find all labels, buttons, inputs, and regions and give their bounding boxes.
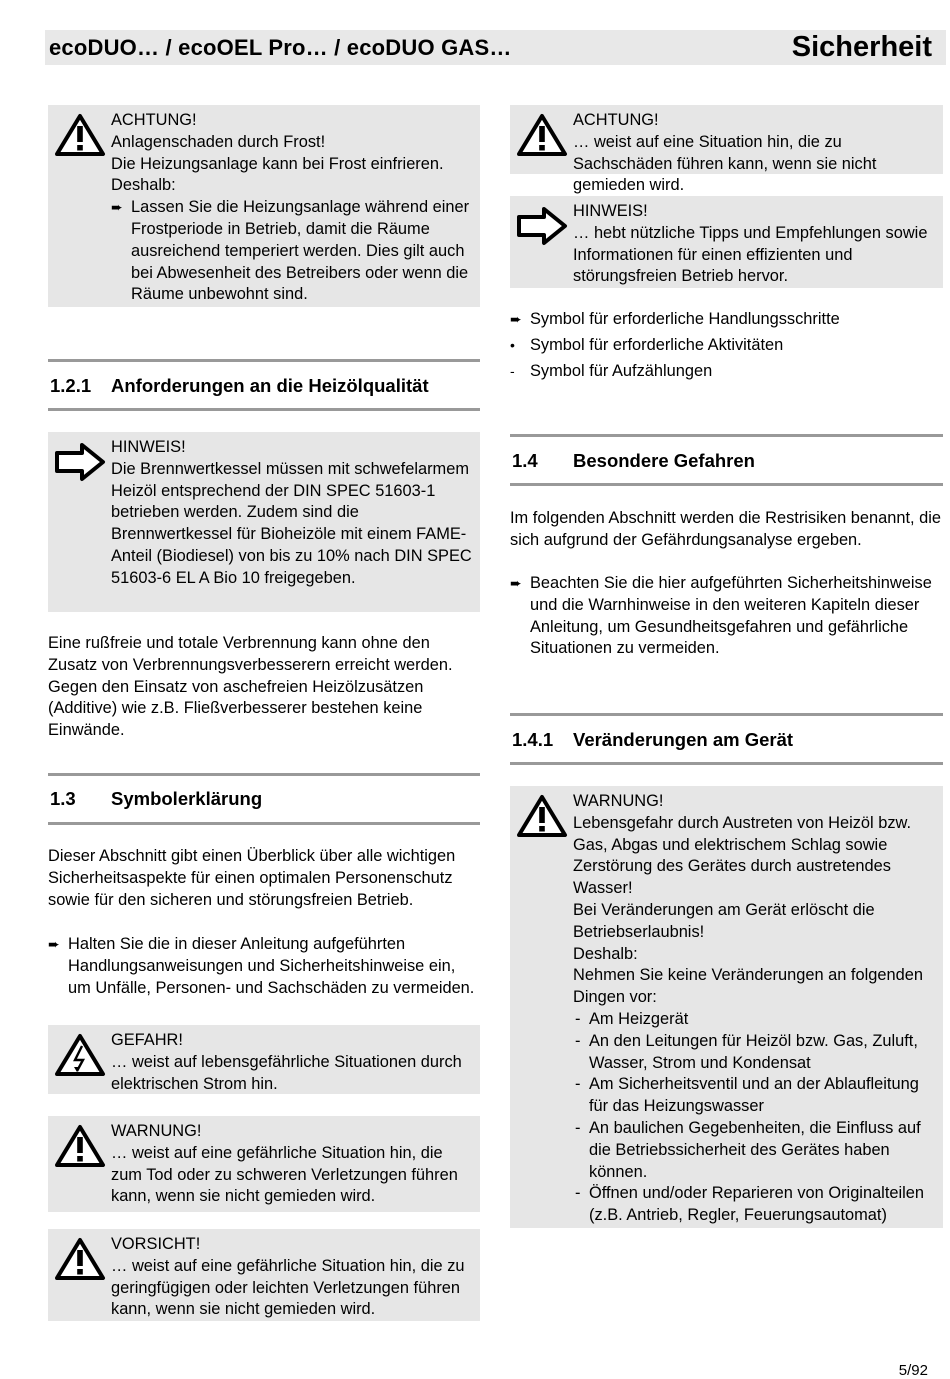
dash-icon: - [575, 1031, 581, 1050]
box-type-label: GEFAHR! [111, 1031, 183, 1049]
symbol-list [510, 306, 943, 384]
hazards-paragraph [510, 508, 943, 552]
box-body: … hebt nützliche Tipps und Empfehlungen sowie Informationen für einen effizienten und störungsfreien Betrieb hervor. [573, 223, 928, 286]
list-item-text: Öffnen und/oder Reparieren von Originalteilen (z.B. Antrieb, Regler, Feuerungsautomat) [589, 1184, 925, 1225]
list-item [573, 1031, 937, 1075]
list-item-text: Am Sicherheitsventil und an der Ablaufleitung für das Heizungswasser [589, 1075, 919, 1116]
section-number: 1.4 [512, 450, 538, 471]
box-line: Lebensgefahr durch Austreten von Heizöl bzw. Gas, Abgas und elektrischem Schlag sowie Zerstörung des Gerätes durch austretendes Wasser! [573, 813, 912, 898]
list-item-text: Am Heizgerät [589, 1009, 689, 1028]
step-text: Beachten Sie die hier aufgeführten Sicherheitshinweise und die Warnhinweise in den weiteren Kapiteln dieser Anleitung, um Gesundheitsgefahren und gefährliche Situationen zu vermeiden. [530, 574, 932, 658]
section-number: 1.4.1 [512, 729, 554, 750]
list-item-text: Symbol für Aufzählungen [530, 362, 713, 380]
list-item [573, 1118, 937, 1183]
step-arrow-icon: ➨ [510, 311, 522, 327]
section-heading-1-4-1 [510, 713, 943, 765]
box-type-label: ACHTUNG! [111, 111, 197, 129]
box-line: Die Heizungsanlage kann bei Frost einfrieren. [111, 154, 444, 173]
dash-icon: - [510, 363, 515, 379]
paragraph-text: Dieser Abschnitt gibt einen Überblick über alle wichtigen Sicherheitsaspekte für einen optimalen Personenschutz sowie für den sicheren und störungsfreien Betrieb. [48, 847, 456, 909]
changes-warning-box [510, 786, 943, 1228]
bullet-icon: • [510, 337, 515, 353]
list-item [573, 1074, 937, 1118]
dash-icon: - [575, 1009, 581, 1028]
section-title: Veränderungen am Gerät [573, 729, 794, 750]
box-type-label: VORSICHT! [111, 1235, 201, 1253]
frost-warning-box [48, 105, 480, 307]
list-item [573, 1183, 937, 1227]
list-item [510, 358, 943, 384]
symbol-step [48, 934, 480, 999]
warning-text [111, 1121, 474, 1208]
list-item [573, 1009, 937, 1031]
box-line: Nehmen Sie keine Veränderungen an folgenden Dingen vor: [573, 966, 923, 1007]
section-heading-1-3 [48, 773, 480, 825]
step-text: Halten Sie die in dieser Anleitung aufgeführten Handlungsanweisungen und Sicherheitshinweise ein, um Unfälle, Personen- und Sachschäden zu vermeiden. [68, 935, 475, 997]
oil-hint-box [48, 432, 480, 612]
box-body: … weist auf eine gefährliche Situation hin, die zu geringfügigen oder leichten Verletzungen führen kann, wenn sie nicht gemieden wird. [111, 1256, 465, 1319]
chapter-title: Sicherheit [791, 31, 932, 63]
dash-icon: - [575, 1075, 581, 1094]
section-heading-1-2-1 [48, 359, 480, 411]
box-type-label: HINWEIS! [111, 438, 186, 456]
warning-triangle-icon [54, 1124, 106, 1173]
hint-arrow-icon [516, 206, 568, 251]
attention-box [510, 105, 943, 195]
paragraph-text: Eine rußfreie und totale Verbrennung kann ohne den Zusatz von Verbrennungsverbesserern erreicht werden. Gegen den Einsatz von aschefreien Heizölzusätzen (Additive) wie z.B. Fließverbesserer bestehen keine Einwände. [48, 634, 453, 740]
changes-warning-text [573, 791, 937, 1227]
warning-triangle-icon [516, 113, 568, 162]
step-arrow-icon: ➨ [510, 575, 522, 591]
oil-hint-text [111, 437, 474, 590]
warning-triangle-icon [54, 1237, 106, 1286]
list-item-text: Symbol für erforderliche Aktivitäten [530, 336, 784, 354]
danger-box [48, 1025, 480, 1094]
box-type-label: HINWEIS! [573, 202, 648, 220]
section-title: Anforderungen an die Heizölqualität [111, 375, 429, 396]
document-title: ecoDUO… / ecoOEL Pro… / ecoDUO GAS… [49, 35, 512, 60]
section-number: 1.3 [50, 788, 76, 809]
attention-text [573, 110, 937, 197]
dash-icon: - [575, 1118, 581, 1137]
list-item [510, 332, 943, 358]
list-item-text: An den Leitungen für Heizöl bzw. Gas, Zuluft, Wasser, Strom und Kondensat [589, 1031, 918, 1072]
box-type-label: WARNUNG! [111, 1122, 202, 1140]
oil-paragraph [48, 633, 480, 742]
list-item-text: Symbol für erforderliche Handlungsschritte [530, 310, 840, 328]
list-item-text: An baulichen Gegebenheiten, die Einfluss auf die Betriebssicherheit des Gerätes haben können. [589, 1118, 921, 1181]
hazards-step [510, 573, 943, 660]
step-text: Lassen Sie die Heizungsanlage während einer Frostperiode in Betrieb, damit die Räume ausreichend temperiert werden. Dies gilt auch bei Abwesenheit des Betreibers oder wenn die Räume unbewohnt sind. [131, 198, 470, 304]
section-title: Symbolerklärung [111, 788, 263, 809]
box-line: Deshalb: [111, 176, 176, 195]
caution-box [48, 1229, 480, 1321]
list-item [510, 306, 943, 332]
section-heading-1-4 [510, 434, 943, 486]
hint-arrow-icon [54, 442, 106, 487]
danger-text [111, 1030, 474, 1095]
box-line: Bei Veränderungen am Gerät erlöscht die Betriebserlaubnis! [573, 900, 875, 941]
hint-box [510, 196, 943, 288]
box-type-label: WARNUNG! [573, 792, 664, 810]
warning-triangle-icon [54, 113, 106, 162]
electric-hazard-icon [54, 1033, 106, 1082]
frost-warning-text [111, 110, 474, 306]
page-number: 5/92 [898, 1362, 928, 1379]
dash-icon: - [575, 1184, 581, 1203]
box-line: Anlagenschaden durch Frost! [111, 132, 326, 151]
symbol-paragraph [48, 846, 480, 911]
box-line: Deshalb: [573, 944, 638, 963]
box-body: … weist auf eine gefährliche Situation hin, die zum Tod oder zu schweren Verletzungen führen kann, wenn sie nicht gemieden wird. [111, 1143, 458, 1206]
paragraph-text: Im folgenden Abschnitt werden die Restrisiken benannt, die sich aufgrund der Gefährdungsanalyse ergeben. [510, 509, 941, 549]
section-title: Besondere Gefahren [573, 450, 755, 471]
page-header [45, 30, 946, 65]
section-number: 1.2.1 [50, 375, 92, 396]
warning-triangle-icon [516, 794, 568, 843]
caution-text [111, 1234, 474, 1321]
box-body: Die Brennwertkessel müssen mit schwefelarmem Heizöl entsprechend der DIN SPEC 51603-1 betrieben werden. Zudem sind die Brennwertkessel für Bioheizöle mit einem FAME-Anteil (Biodiesel) von bis zu 10% nach DIN SPEC 51603-6 EL A Bio 10 freigegeben. [111, 459, 472, 587]
step-arrow-icon: ➨ [111, 199, 123, 216]
box-body: … weist auf eine Situation hin, die zu Sachschäden führen kann, wenn sie nicht gemieden wird. [573, 132, 877, 195]
frost-step [111, 197, 474, 306]
warning-box [48, 1116, 480, 1212]
step-arrow-icon: ➨ [48, 936, 60, 952]
box-type-label: ACHTUNG! [573, 111, 659, 129]
hint-text [573, 201, 937, 288]
box-body: … weist auf lebensgefährliche Situationen durch elektrischen Strom hin. [111, 1052, 462, 1093]
